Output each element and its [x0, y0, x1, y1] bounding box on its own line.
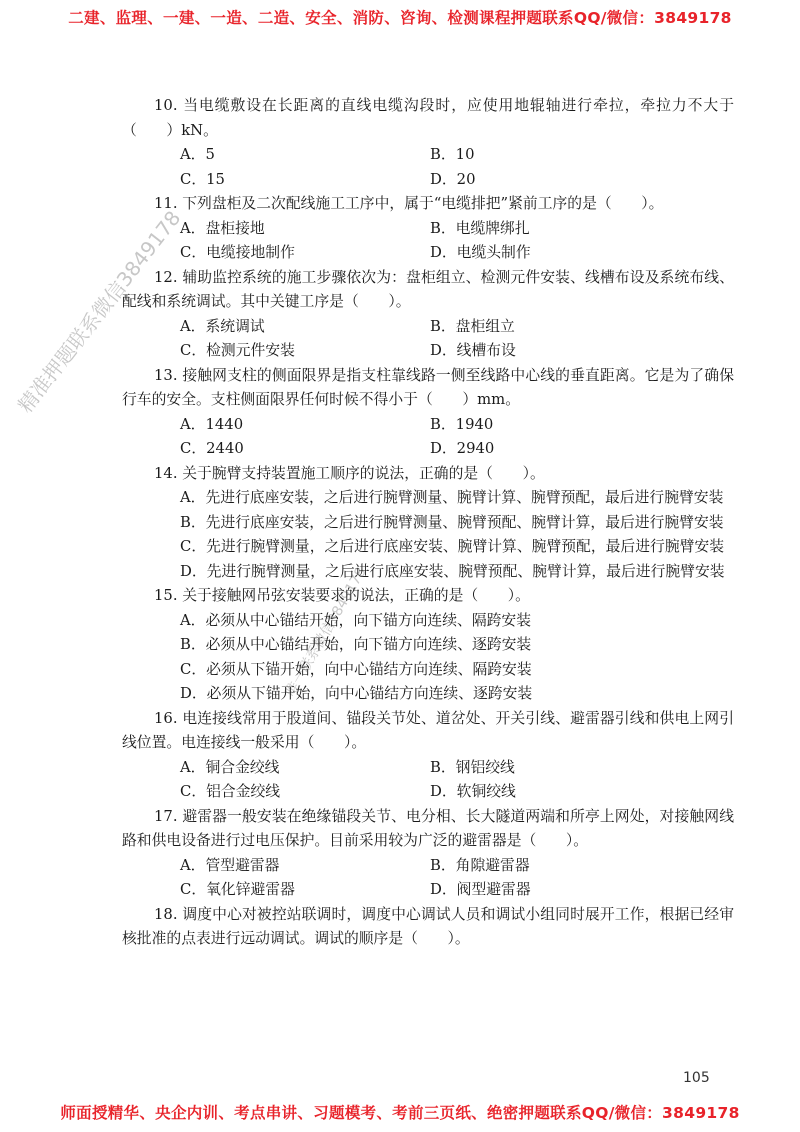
- option-grid: [122, 854, 734, 903]
- option-a: A．必须从中心锚结开始，向下锚方向连续、隔跨安装: [180, 611, 532, 629]
- option-b: B．角隙避雷器: [430, 856, 530, 874]
- question-item: [122, 364, 734, 462]
- option-d: D．必须从下锚开始，向中心锚结方向连续、逐跨安装: [180, 685, 533, 702]
- option-list: [122, 609, 734, 707]
- option-c: C．15: [180, 170, 225, 188]
- question-stem: 10. 当电缆敷设在长距离的直线电缆沟段时，应使用地辊轴进行牵拉，牵拉力不大于（ ）kN。: [122, 97, 734, 139]
- option-d: D．2940: [430, 440, 495, 457]
- option-c: C．检测元件安装: [180, 342, 295, 359]
- option-grid: [122, 315, 734, 364]
- option-b: B．钢铝绞线: [430, 758, 515, 776]
- option-d: D．软铜绞线: [430, 783, 516, 800]
- option-d: D．电缆头制作: [430, 244, 531, 261]
- option-a: A．系统调试: [180, 317, 265, 335]
- question-stem: 14. 关于腕臂支持装置施工顺序的说法，正确的是（ ）。: [154, 464, 545, 482]
- option-d: D．先进行腕臂测量，之后进行底座安装、腕臂预配、腕臂计算，最后进行腕臂安装: [180, 562, 725, 580]
- option-grid: [122, 756, 734, 805]
- question-stem: 15. 关于接触网吊弦安装要求的说法，正确的是（ ）。: [154, 587, 530, 604]
- question-item: [122, 94, 734, 192]
- option-b: B．电缆牌绑扎: [430, 219, 530, 237]
- question-stem: 11. 下列盘柜及二次配线施工工序中，属于“电缆排把”紧前工序的是（ ）。: [154, 195, 664, 212]
- page-number: 105: [683, 1070, 710, 1086]
- option-c: C．先进行腕臂测量，之后进行底座安装、腕臂计算、腕臂预配，最后进行腕臂安装: [180, 538, 725, 555]
- option-c: C．氧化锌避雷器: [180, 881, 295, 898]
- option-list: [122, 486, 734, 584]
- option-d: D．阀型避雷器: [430, 881, 531, 898]
- option-grid: [122, 413, 734, 462]
- question-item: [122, 192, 734, 266]
- question-stem: 18. 调度中心对被控站联调时，调度中心调试人员和调试小组同时展开工作，根据已经审核批准的点表进行远动调试。调试的顺序是（ ）。: [122, 905, 734, 947]
- watermark-text: 精准押题联系微信3849178: [13, 206, 186, 418]
- question-item: [122, 805, 734, 903]
- question-stem: 16. 电连接线常用于股道间、锚段关节处、道岔处、开关引线、避雷器引线和供电上网引线位置。电连接线一般采用（ ）。: [122, 709, 734, 751]
- option-b: B．盘柜组立: [430, 317, 515, 335]
- option-c: C．必须从下锚开始，向中心锚结方向连续、隔跨安装: [180, 660, 532, 678]
- option-grid: [122, 217, 734, 266]
- option-a: A．先进行底座安装，之后进行腕臂测量、腕臂计算、腕臂预配，最后进行腕臂安装: [180, 489, 724, 506]
- promo-banner-top: 二建、监理、一建、一造、二造、安全、消防、咨询、检测课程押题联系QQ/微信：3849178: [68, 9, 732, 27]
- option-a: A．1440: [180, 415, 244, 433]
- watermark-text: 唯一联系微信3849178: [282, 564, 370, 700]
- option-a: A．管型避雷器: [180, 856, 280, 874]
- option-c: C．2440: [180, 440, 244, 457]
- question-stem: 17. 避雷器一般安装在绝缘锚段关节、电分相、长大隧道两端和所亭上网处，对接触网线路和供电设备进行过电压保护。目前采用较为广泛的避雷器是（ ）。: [122, 807, 734, 849]
- question-stem: 13. 接触网支柱的侧面限界是指支柱靠线路一侧至线路中心线的垂直距离。它是为了确保行车的安全。支柱侧面限界任何时候不得小于（ ）mm。: [122, 366, 734, 408]
- question-item: [122, 266, 734, 364]
- option-b: B．10: [430, 146, 475, 163]
- promo-banner-bottom: 师面授精华、央企内训、考点串讲、习题模考、考前三页纸、绝密押题联系QQ/微信：3849178: [60, 1104, 740, 1122]
- question-item: [122, 462, 734, 585]
- option-d: D．20: [430, 170, 476, 188]
- option-c: C．电缆接地制作: [180, 244, 295, 261]
- question-item: [122, 584, 734, 707]
- question-list: [122, 94, 734, 952]
- option-a: A．5: [180, 146, 215, 163]
- option-b: B．必须从中心锚结开始，向下锚方向连续、逐跨安装: [180, 636, 532, 653]
- option-d: D．线槽布设: [430, 342, 516, 359]
- option-a: A．盘柜接地: [180, 219, 265, 237]
- option-b: B．1940: [430, 415, 494, 433]
- option-c: C．铝合金绞线: [180, 783, 281, 800]
- question-item: [122, 903, 734, 952]
- option-a: A．铜合金绞线: [180, 758, 280, 776]
- option-grid: [122, 143, 734, 192]
- question-item: [122, 707, 734, 805]
- option-b: B．先进行底座安装，之后进行腕臂测量、腕臂预配、腕臂计算，最后进行腕臂安装: [180, 513, 724, 531]
- question-stem: 12. 辅助监控系统的施工步骤依次为：盘柜组立、检测元件安装、线槽布设及系统布线、配线和系统调试。其中关键工序是（ ）。: [122, 268, 734, 310]
